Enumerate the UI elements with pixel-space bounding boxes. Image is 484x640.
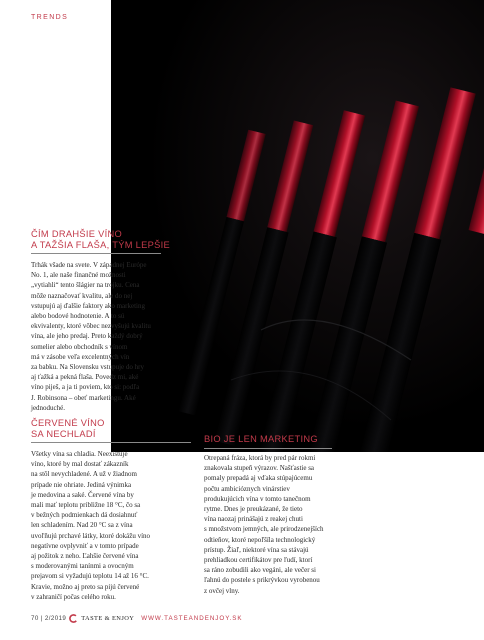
text-line: vstupujú aj ďalšie faktory ako marketing <box>31 301 145 310</box>
website-link[interactable]: WWW.TASTEANDENJOY.SK <box>141 615 243 622</box>
text-line: mali mať teplotu približne 18 °C, čo sa <box>31 501 141 510</box>
text-line: aj ťažká a pekná flaša. Povedz mi, aké <box>31 373 139 382</box>
text-line: za babku. Na Slovensku vstupuje do hry <box>31 363 144 372</box>
text-line: z ovčej vlny. <box>204 586 240 595</box>
heading-red-wine <box>31 418 201 440</box>
text-line: prejavom si vyžadujú teplotu 14 až 16 °C. <box>31 572 149 581</box>
text-line: „vytiahli“ tento šlágier na trojku. Cena <box>31 281 140 290</box>
brand-logo-icon <box>69 614 78 623</box>
brand-name: TASTE & ENJOY <box>81 615 135 622</box>
text-line: s moderovanými tanínmi a ovocným <box>31 562 134 571</box>
text-line: somelier alebo obchodník s vínom <box>31 342 128 351</box>
heading-underline <box>204 448 332 449</box>
paragraph-red-wine <box>31 449 201 602</box>
text-line: ľahnú do postele s prikrývkou vyrobenou <box>204 576 320 585</box>
text-line: ekvivalenty, ktoré vôbec nezvyšujú kvalitu <box>31 322 151 331</box>
text-line: pomaly prepadá aj vďaka stúpajúcemu <box>204 474 313 483</box>
text-line: prehliadkou certifikátov pre ľudí, ktorí <box>204 556 313 565</box>
text-line: má v zásobe veľa excelentných vín <box>31 352 130 361</box>
heading-expensive-wine <box>31 229 201 251</box>
heading-underline <box>31 253 161 254</box>
heading-bio-marketing: BIO JE LEN MARKETING <box>204 434 318 444</box>
text-line: v bežných podmienkach dá dosiahnuť <box>31 511 138 520</box>
text-line: prístup. Žiaľ, niektoré vína sa stávajú <box>204 545 309 554</box>
text-line: prípade nie ohriate. Jediná výnimka <box>31 480 132 489</box>
paragraph-bio-marketing <box>204 453 379 596</box>
text-line: odtieňov, ktoré nepoľšíla technologický <box>204 535 316 544</box>
heading-line: A TAŽŠIA FLAŠA, TÝM LEPŠIE <box>31 240 171 250</box>
section-label: TRENDS <box>31 14 69 21</box>
text-line: s množstvom jemných, ale prirodzenejších <box>204 525 324 534</box>
text-line: na stôl nevychladené. A už v žiadnom <box>31 470 137 479</box>
text-line: vína naozaj prinášajú z reakej chuti <box>204 515 303 524</box>
text-line: Otrepaná fráza, ktorá by pred pár rokmi <box>204 454 316 462</box>
text-line: negatívne ovplyvniť a v tomto prípade <box>31 541 139 550</box>
text-line: znakovala stupeň výrazov. Našťastie sa <box>204 464 315 473</box>
heading-line: ČÍM DRAHŠIE VÍNO <box>31 229 123 239</box>
text-line: Všetky vína sa chladia. Neexistuje <box>31 450 128 458</box>
heading-underline <box>31 442 191 443</box>
text-line: J. Robinsona – obeť marketingu. Aké <box>31 393 136 402</box>
text-line: len schladením. Nad 20 °C sa z vína <box>31 521 133 530</box>
heading-line: ČERVENÉ VÍNO <box>31 418 105 428</box>
text-line: alebo bodové hodnotenie. A to sú <box>31 312 125 321</box>
page-number-issue: 70 | 2/2019 <box>31 615 67 622</box>
text-line: jednoduché. <box>31 403 66 412</box>
text-line: aj požitok z neho. Ľahšie červené vína <box>31 552 139 561</box>
heading-line: SA NECHLADÍ <box>31 429 96 439</box>
paragraph-expensive-wine <box>31 260 201 413</box>
text-line: uvoľňujú prchavé látky, ktoré dokážu víno <box>31 531 151 540</box>
text-line: víno piješ, a ja ti poviem, kto si: podľa <box>31 383 140 392</box>
text-line: Trhák všade na svete. V západnej Európe <box>31 261 147 269</box>
text-line: víno, ktoré by mal dostať zákazník <box>31 460 129 469</box>
text-line: Kravie, možno aj preto sa pijú červené <box>31 582 140 591</box>
text-line: produkujúcich vína v tomto tanečnom <box>204 494 311 503</box>
text-line: môže naznačovať kvalitu, ale do nej <box>31 291 133 300</box>
text-line: rytme. Dnes je preukázané, že tieto <box>204 505 303 514</box>
text-line: No. 1, ale naše finančné možnosti <box>31 271 126 280</box>
text-line: v zahraničí počas celého roku. <box>31 592 116 601</box>
text-line: je medovina a saké. Červené vína by <box>31 490 134 499</box>
text-line: vína, ale jeho predaj. Preto každý dobrý <box>31 332 143 341</box>
page-footer <box>31 614 243 623</box>
text-line: sa ráno zobudili ako vegáni, ale večer si <box>204 566 316 575</box>
text-line: počtu ambicióznych vinárstiev <box>204 484 290 493</box>
